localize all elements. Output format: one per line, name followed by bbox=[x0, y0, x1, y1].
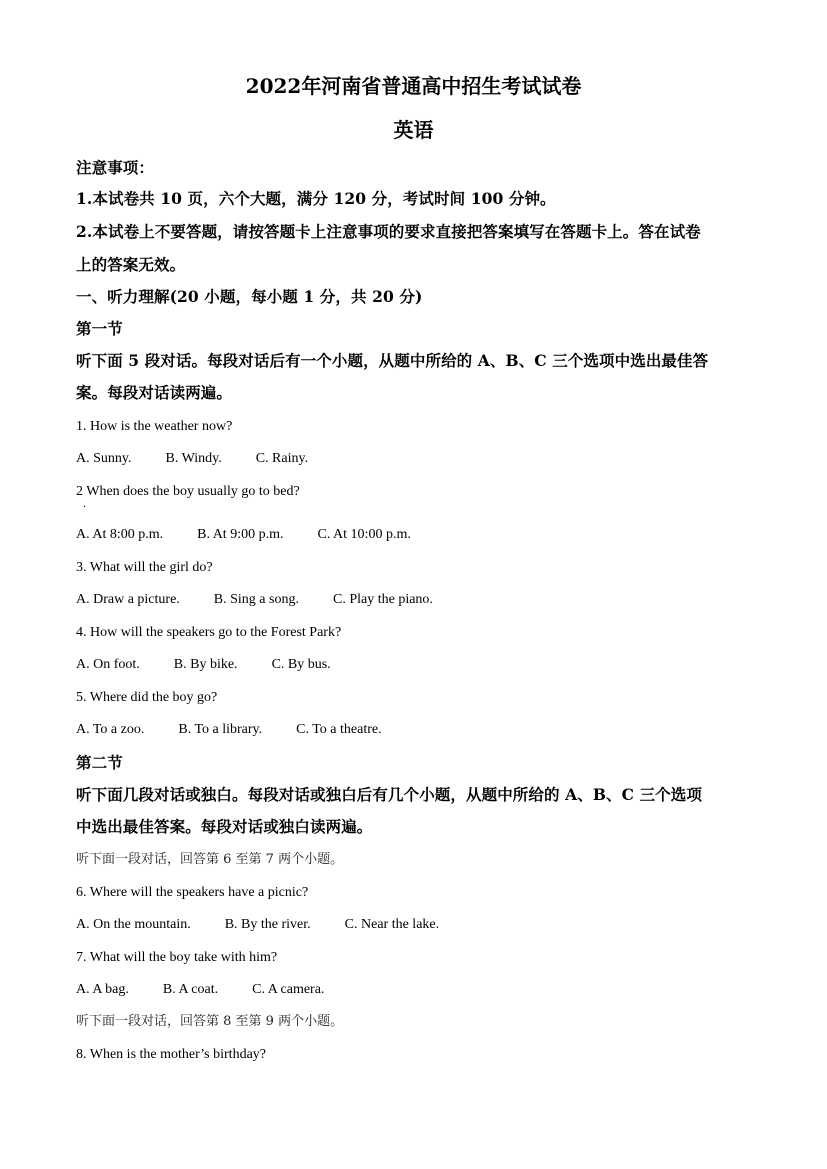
option-c: C. Play the piano. bbox=[332, 592, 433, 607]
option-b: B. By the river. bbox=[224, 917, 311, 932]
option-b: B. Windy. bbox=[165, 451, 222, 466]
notice-item-2-line-2: 上的答案无效。 bbox=[76, 255, 186, 274]
question-3: 3. What will the girl do? bbox=[76, 560, 213, 575]
option-a: A. A bag. bbox=[76, 982, 129, 997]
option-c: C. At 10:00 p.m. bbox=[317, 527, 411, 542]
question-4-options bbox=[76, 654, 331, 676]
question-3-options bbox=[76, 589, 433, 611]
option-b: B. At 9:00 p.m. bbox=[197, 527, 284, 542]
question-2-options bbox=[76, 524, 411, 546]
section-label-1: 第一节 bbox=[76, 319, 123, 338]
option-a: A. To a zoo. bbox=[76, 722, 145, 737]
section-label-2: 第二节 bbox=[76, 753, 123, 772]
question-7: 7. What will the boy take with him? bbox=[76, 950, 278, 965]
question-1: 1. How is the weather now? bbox=[76, 419, 233, 434]
question-5-options bbox=[76, 719, 382, 741]
dialog-note-6-7: 听下面一段对话，回答第 6 至第 7 两个小题。 bbox=[76, 852, 344, 867]
option-c: C. Rainy. bbox=[255, 451, 309, 466]
option-b: B. A coat. bbox=[162, 982, 219, 997]
question-1-options bbox=[76, 448, 308, 470]
option-a: A. Draw a picture. bbox=[76, 592, 180, 607]
notice-item-2-line-1: 2.本试卷上不要答题，请按答题卡上注意事项的要求直接把答案填写在答题卡上。答在试卷 bbox=[76, 222, 701, 241]
option-c: C. Near the lake. bbox=[344, 917, 440, 932]
option-c: C. A camera. bbox=[252, 982, 325, 997]
stray-mark: · bbox=[83, 502, 87, 513]
option-c: C. To a theatre. bbox=[296, 722, 382, 737]
question-6: 6. Where will the speakers have a picnic? bbox=[76, 885, 309, 900]
question-4: 4. How will the speakers go to the Forest Park? bbox=[76, 625, 342, 640]
part-heading: 一、听力理解(20 小题，每小题 1 分，共 20 分) bbox=[76, 287, 423, 306]
notice-heading: 注意事项： bbox=[76, 158, 155, 177]
section-2-instruction-line-2: 中选出最佳答案。每段对话或独白读两遍。 bbox=[76, 817, 373, 836]
question-2: 2 When does the boy usually go to bed? bbox=[76, 484, 300, 499]
dialog-note-8-9: 听下面一段对话，回答第 8 至第 9 两个小题。 bbox=[76, 1014, 344, 1029]
exam-title: 2022年河南省普通高中招生考试试卷 bbox=[245, 74, 582, 98]
option-a: A. At 8:00 p.m. bbox=[76, 527, 164, 542]
subject-title: 英语 bbox=[393, 118, 434, 142]
notice-item-1: 1.本试卷共 10 页，六个大题，满分 120 分，考试时间 100 分钟。 bbox=[76, 189, 556, 208]
option-a: A. On foot. bbox=[76, 657, 140, 672]
question-7-options bbox=[76, 979, 324, 1001]
option-c: C. By bus. bbox=[271, 657, 331, 672]
section-1-instruction-line-1: 听下面 5 段对话。每段对话后有一个小题，从题中所给的 A、B、C 三个选项中选出最佳答 bbox=[76, 351, 709, 370]
question-5: 5. Where did the boy go? bbox=[76, 690, 218, 705]
section-1-instruction-line-2: 案。每段对话读两遍。 bbox=[76, 383, 233, 402]
option-b: B. To a library. bbox=[178, 722, 263, 737]
option-b: B. By bike. bbox=[173, 657, 238, 672]
option-a: A. On the mountain. bbox=[76, 917, 191, 932]
section-2-instruction-line-1: 听下面几段对话或独白。每段对话或独白后有几个小题，从题中所给的 A、B、C 三个选项 bbox=[76, 785, 702, 804]
option-a: A. Sunny. bbox=[76, 451, 132, 466]
question-6-options bbox=[76, 914, 439, 936]
option-b: B. Sing a song. bbox=[213, 592, 299, 607]
question-8: 8. When is the mother’s birthday? bbox=[76, 1047, 266, 1062]
